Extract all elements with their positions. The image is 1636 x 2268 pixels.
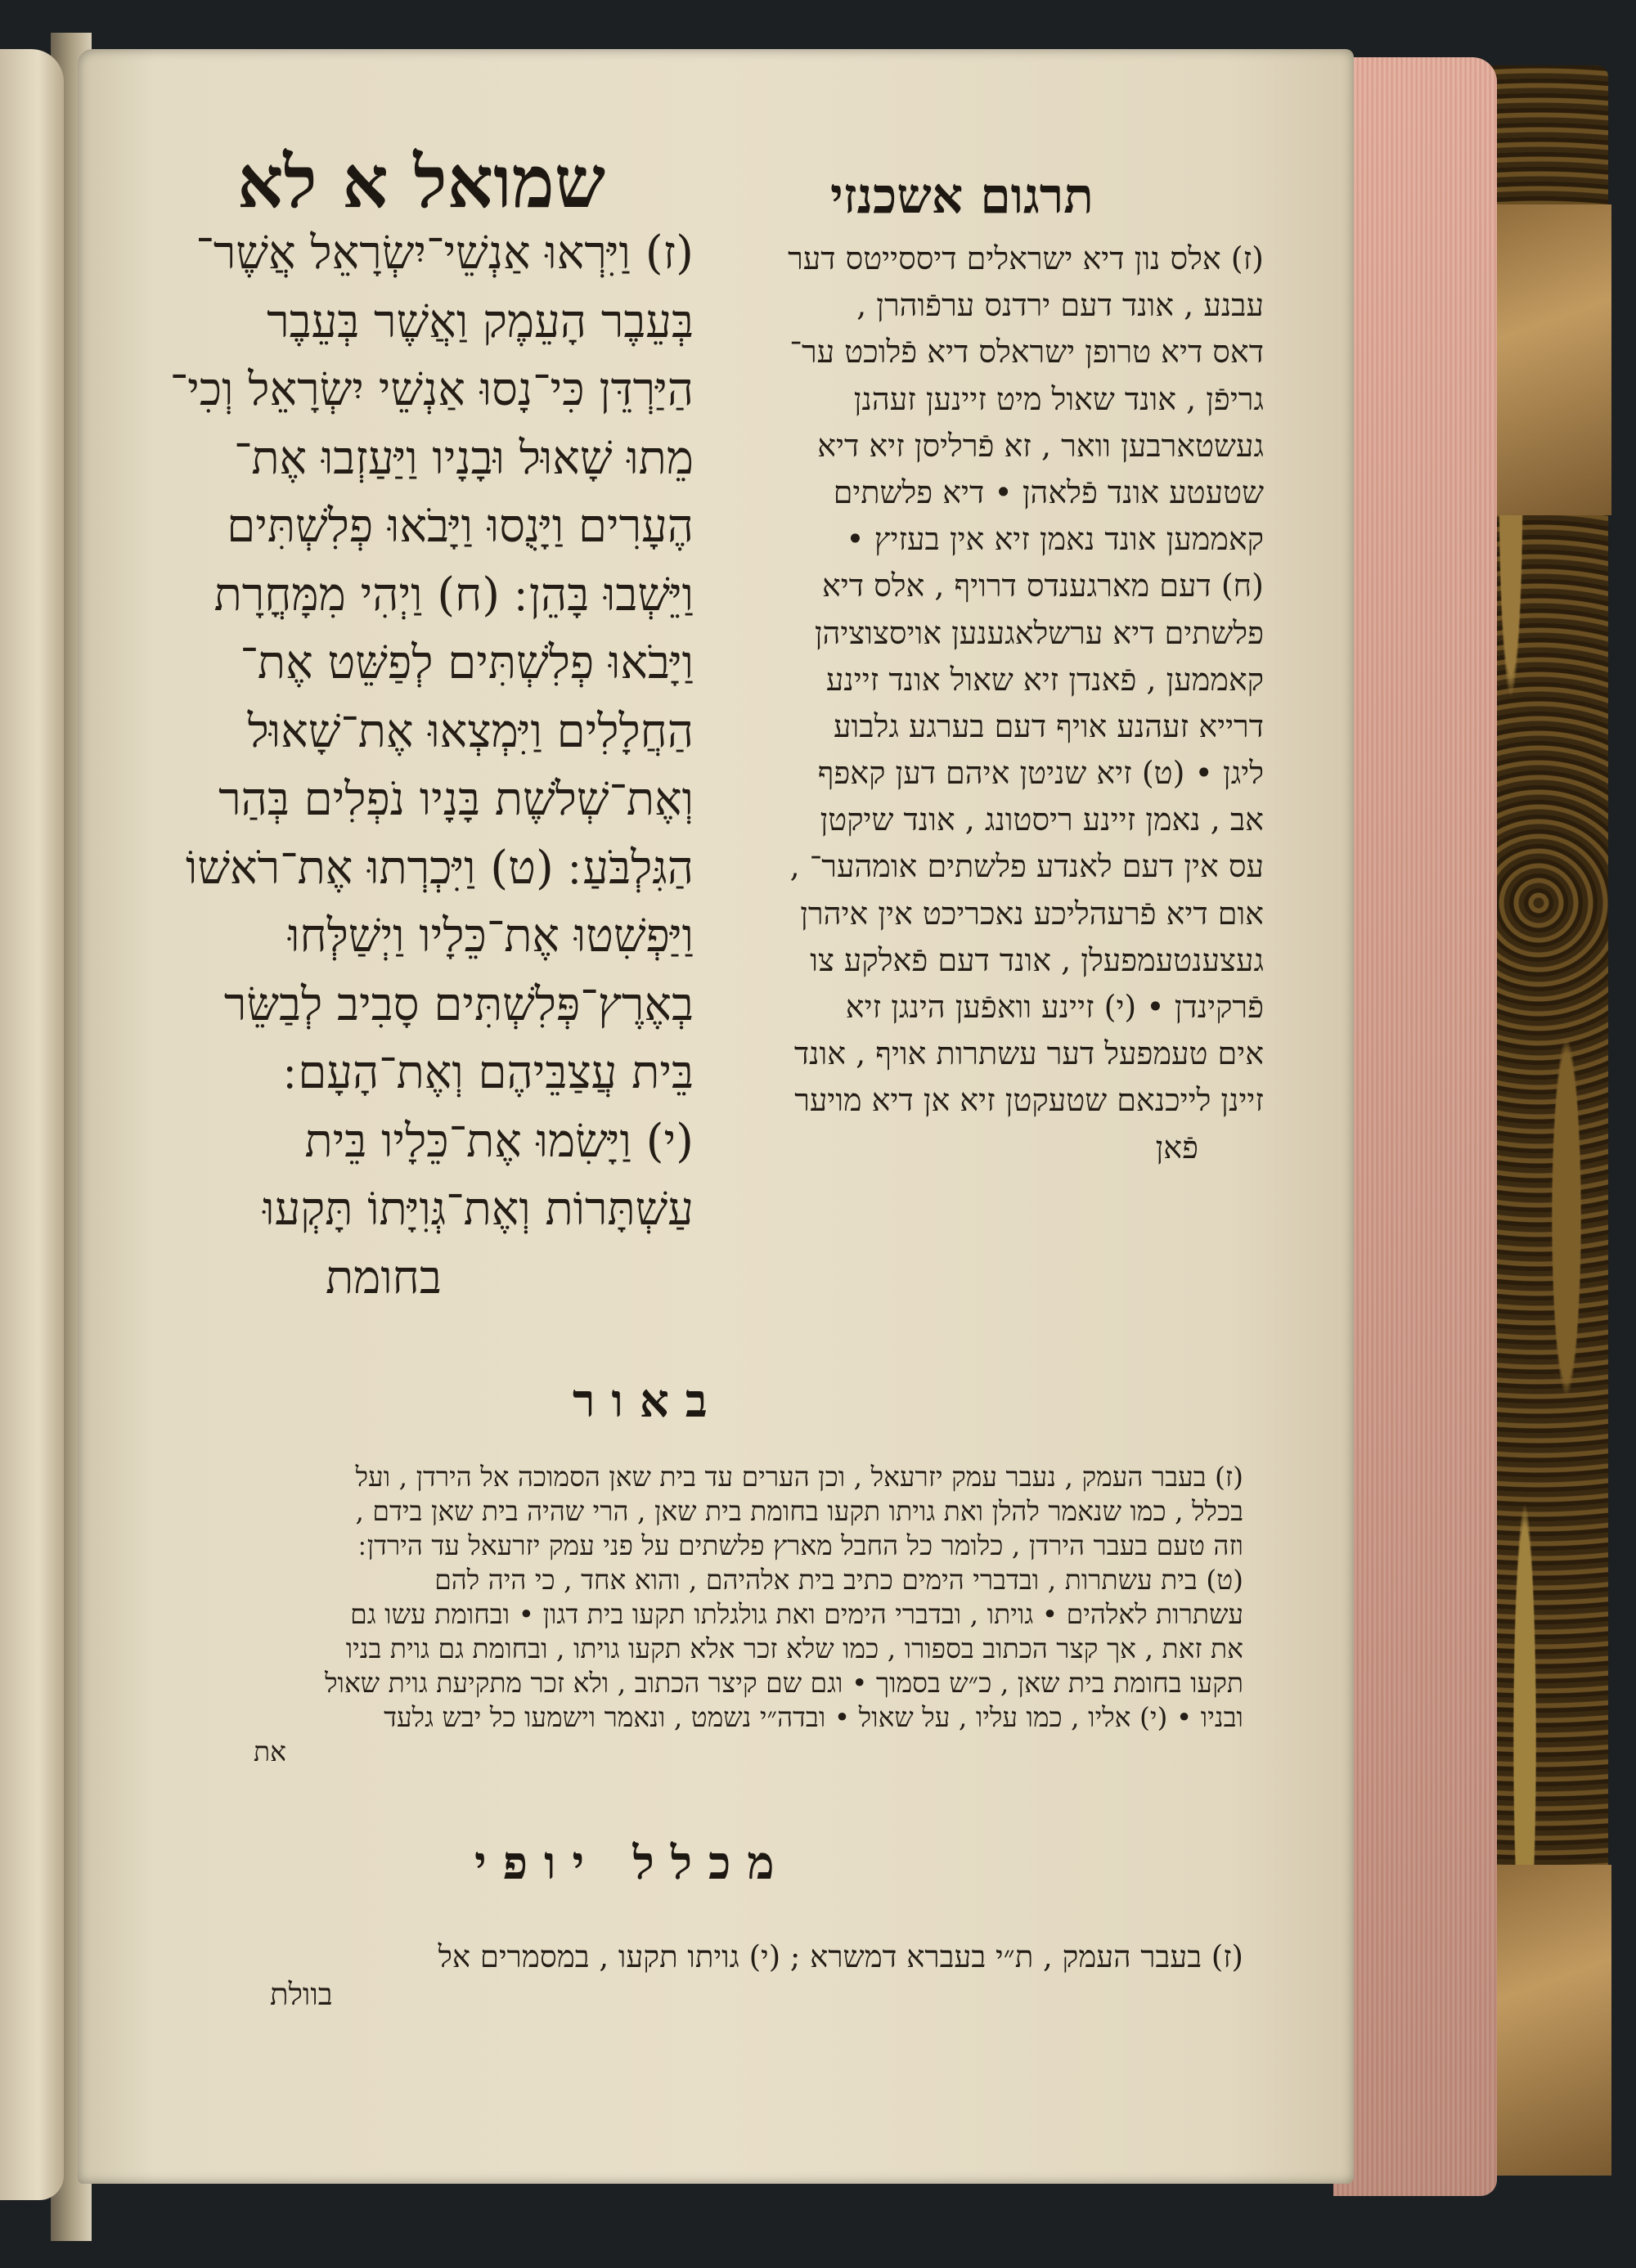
biur-line: בכלל , כמו שנאמר להלן ואת גויתו תקעו בחומת בית שאן , הרי שהיה בית שאן בידם , xyxy=(355,1495,1243,1527)
biur-heading: באור xyxy=(573,1374,724,1428)
bible-text-column xyxy=(129,219,694,1312)
biur-line: עשתרות לאלהים • גויתו , ובדברי הימים ואת גולגלתו תקעו בית דגון • ובחומת עשו גם xyxy=(350,1598,1243,1630)
biur-line: תקעו בחומת בית שאן , כ״ש בסמוך • וגם שם קיצר הכתוב , ולא זכר מתקיעת גוית שאול xyxy=(325,1667,1243,1699)
targum-line: קאממען אונד נאמן זיא אין בעזיץ • xyxy=(846,521,1264,558)
biur-line: (ט) בית עשתרות , ובדברי הימים כתיב בית אלהיהם , והוא אחד , כי היה להם xyxy=(434,1564,1243,1596)
bible-line: (י) וַיָּשִׂמוּ אֶת־כֵּלָיו בֵּית xyxy=(304,1114,694,1168)
bible-line: הַיַּרְדֵּן כִּי־נָסוּ אַנְשֵׁי יִשְׂרָאֵל וְכִי־ xyxy=(169,363,694,416)
biur-catchword: את xyxy=(254,1736,286,1767)
bible-line: וַיֵּשְׁבוּ בָּהֵן ׃ (ח) וַיְהִי מִמָּחֳרָת xyxy=(213,568,694,622)
mikhlal-line: (ז) בעבר העמק , ת״י בעברא דמשרא ; (י) גויתו תקעו , במסמרים אל xyxy=(438,1939,1243,1974)
bible-line: הֶעָרִים וַיָּנֻסוּ וַיָּבֹאוּ פְלִשְׁתִּים xyxy=(227,500,694,553)
targum-line: ליגן • (ט) זיא שניטן איהם דען קאפף xyxy=(817,755,1264,792)
targum-text-column xyxy=(720,236,1264,1171)
targum-line: שטעטע אונד פֿלאהן • דיא פלשתים xyxy=(833,474,1264,510)
targum-line: געשטארבען וואר , זא פֿרליסן זיא דיא xyxy=(817,427,1264,464)
targum-line: עס אין דעם לאנדע פלשתים אומהער־ , xyxy=(789,848,1264,885)
biur-line: וזה טעם בעבר הירדן , כלומר כל החבל מארץ פלשתים על פני עמק יזרעאל עד הירדן ׃ xyxy=(358,1529,1243,1561)
running-head-book-title: שמואל א לא xyxy=(237,139,606,224)
targum-line-last: פֿאן xyxy=(1155,1129,1198,1165)
targum-line: דאס דיא טרופן ישראלס דיא פֿלוכט ער־ xyxy=(789,334,1264,371)
mikhlal-catchword: בוולת xyxy=(270,1977,333,2012)
targum-line: אים טעמפעל דער עשתרות אויף , אונד xyxy=(793,1035,1264,1072)
bible-line: בֵּית עֲצַבֵּיהֶם וְאֶת־הָעָם ׃ xyxy=(283,1046,694,1099)
bible-line: (ז) וַיִּרְאוּ אַנְשֵׁי־יִשְׂרָאֵל אֲשֶׁר־ xyxy=(196,227,694,280)
targum-line: געצענטעמפעלן , אונד דעם פֿאלקע צו xyxy=(810,941,1264,978)
running-head-targum-title: תרגום אשכנזי xyxy=(830,168,1094,225)
targum-line: (ח) דעם מארגענדס דרויף , אלס דיא xyxy=(821,568,1264,604)
bible-catchword: בחומת xyxy=(326,1251,442,1305)
mikhlal-yofi-heading: מכלל יופי xyxy=(474,1836,791,1890)
targum-line: גריפֿן , אונד שאול מיט זיינען זעהנן xyxy=(853,380,1264,417)
bible-line: הַחֲלָלִים וַיִּמְצְאוּ אֶת־שָׁאוּל xyxy=(247,704,694,758)
targum-line: אום דיא פֿרעהליכע נאכריכט אין איהרן xyxy=(800,895,1264,932)
targum-line: (ז) אלס נון דיא ישראלים דיססייטס דער xyxy=(788,240,1264,276)
biur-line: ובניו • (י) אליו , כמו עליו , על שאול • ובדה״י נשמט , ונאמר וישמעו כל יבש גלעד xyxy=(384,1701,1243,1733)
targum-line: זיינן לייכנאם שטעקטן זיא אן דיא מויער xyxy=(794,1082,1264,1119)
targum-line: דרייא זעהנע אויף דעם בערגע גלבוע xyxy=(834,707,1264,744)
bible-line: הַגִּלְבֹּעַ ׃ (ט) וַיִּכְרְתוּ אֶת־רֹאשׁוֹ xyxy=(186,841,694,895)
targum-line: עבנע , אונד דעם ירדנס ערפֿוהרן , xyxy=(856,287,1264,324)
biur-line: את זאת , אך קצר הכתוב בספורו , כמו שלא זכר אלא תקעו גויתו , ובחומת גם גוית בניו xyxy=(345,1633,1243,1664)
bible-line: בְאֶרֶץ־פְּלִשְׁתִּים סָבִיב לְבַשֵּׂר xyxy=(223,977,694,1031)
bible-line: וַיַּפְשִׁטוּ אֶת־כֵּלָיו וַיְשַׁלְּחוּ xyxy=(288,909,694,963)
bible-line: מֵתוּ שָׁאוּל וּבָנָיו וַיַּעַזְבוּ אֶת־ xyxy=(233,431,694,485)
biur-commentary xyxy=(106,1460,1243,1769)
bible-line: וְאֶת־שְׁלֹשֶׁת בָּנָיו נֹפְלִים בְּהַר xyxy=(218,773,694,826)
targum-line: פלשתים דיא ערשלאגענען אויסצוציהן xyxy=(814,614,1264,651)
targum-line: פֿרקינדן • (י) זיינע וואפֿען הינגן זיא xyxy=(845,989,1264,1025)
bible-line: וַיָּבֹאוּ פְלִשְׁתִּים לְפַשֵּׁט אֶת־ xyxy=(240,636,694,689)
biur-line: (ז) בעבר העמק , נעבר עמק יזרעאל , וכן הערים עד בית שאן הסמוכה אל הירדן , ועל xyxy=(355,1461,1243,1493)
targum-line: אב , נאמן זיינע ריסטונג , אונד שיקטן xyxy=(820,802,1264,838)
bible-line: בְּעֵבֶר הָעֵמֶק וַאֲשֶׁר בְּעֵבֶר xyxy=(267,294,694,348)
mikhlal-yofi-commentary xyxy=(106,1938,1243,2014)
targum-line: קאממען , פֿאנדן זיא שאול אונד זיינע xyxy=(825,661,1264,698)
bible-line: עַשְׁתָּרוֹת וְאֶת־גְּוִיָּתוֹ תָּקְעוּ xyxy=(263,1183,694,1236)
